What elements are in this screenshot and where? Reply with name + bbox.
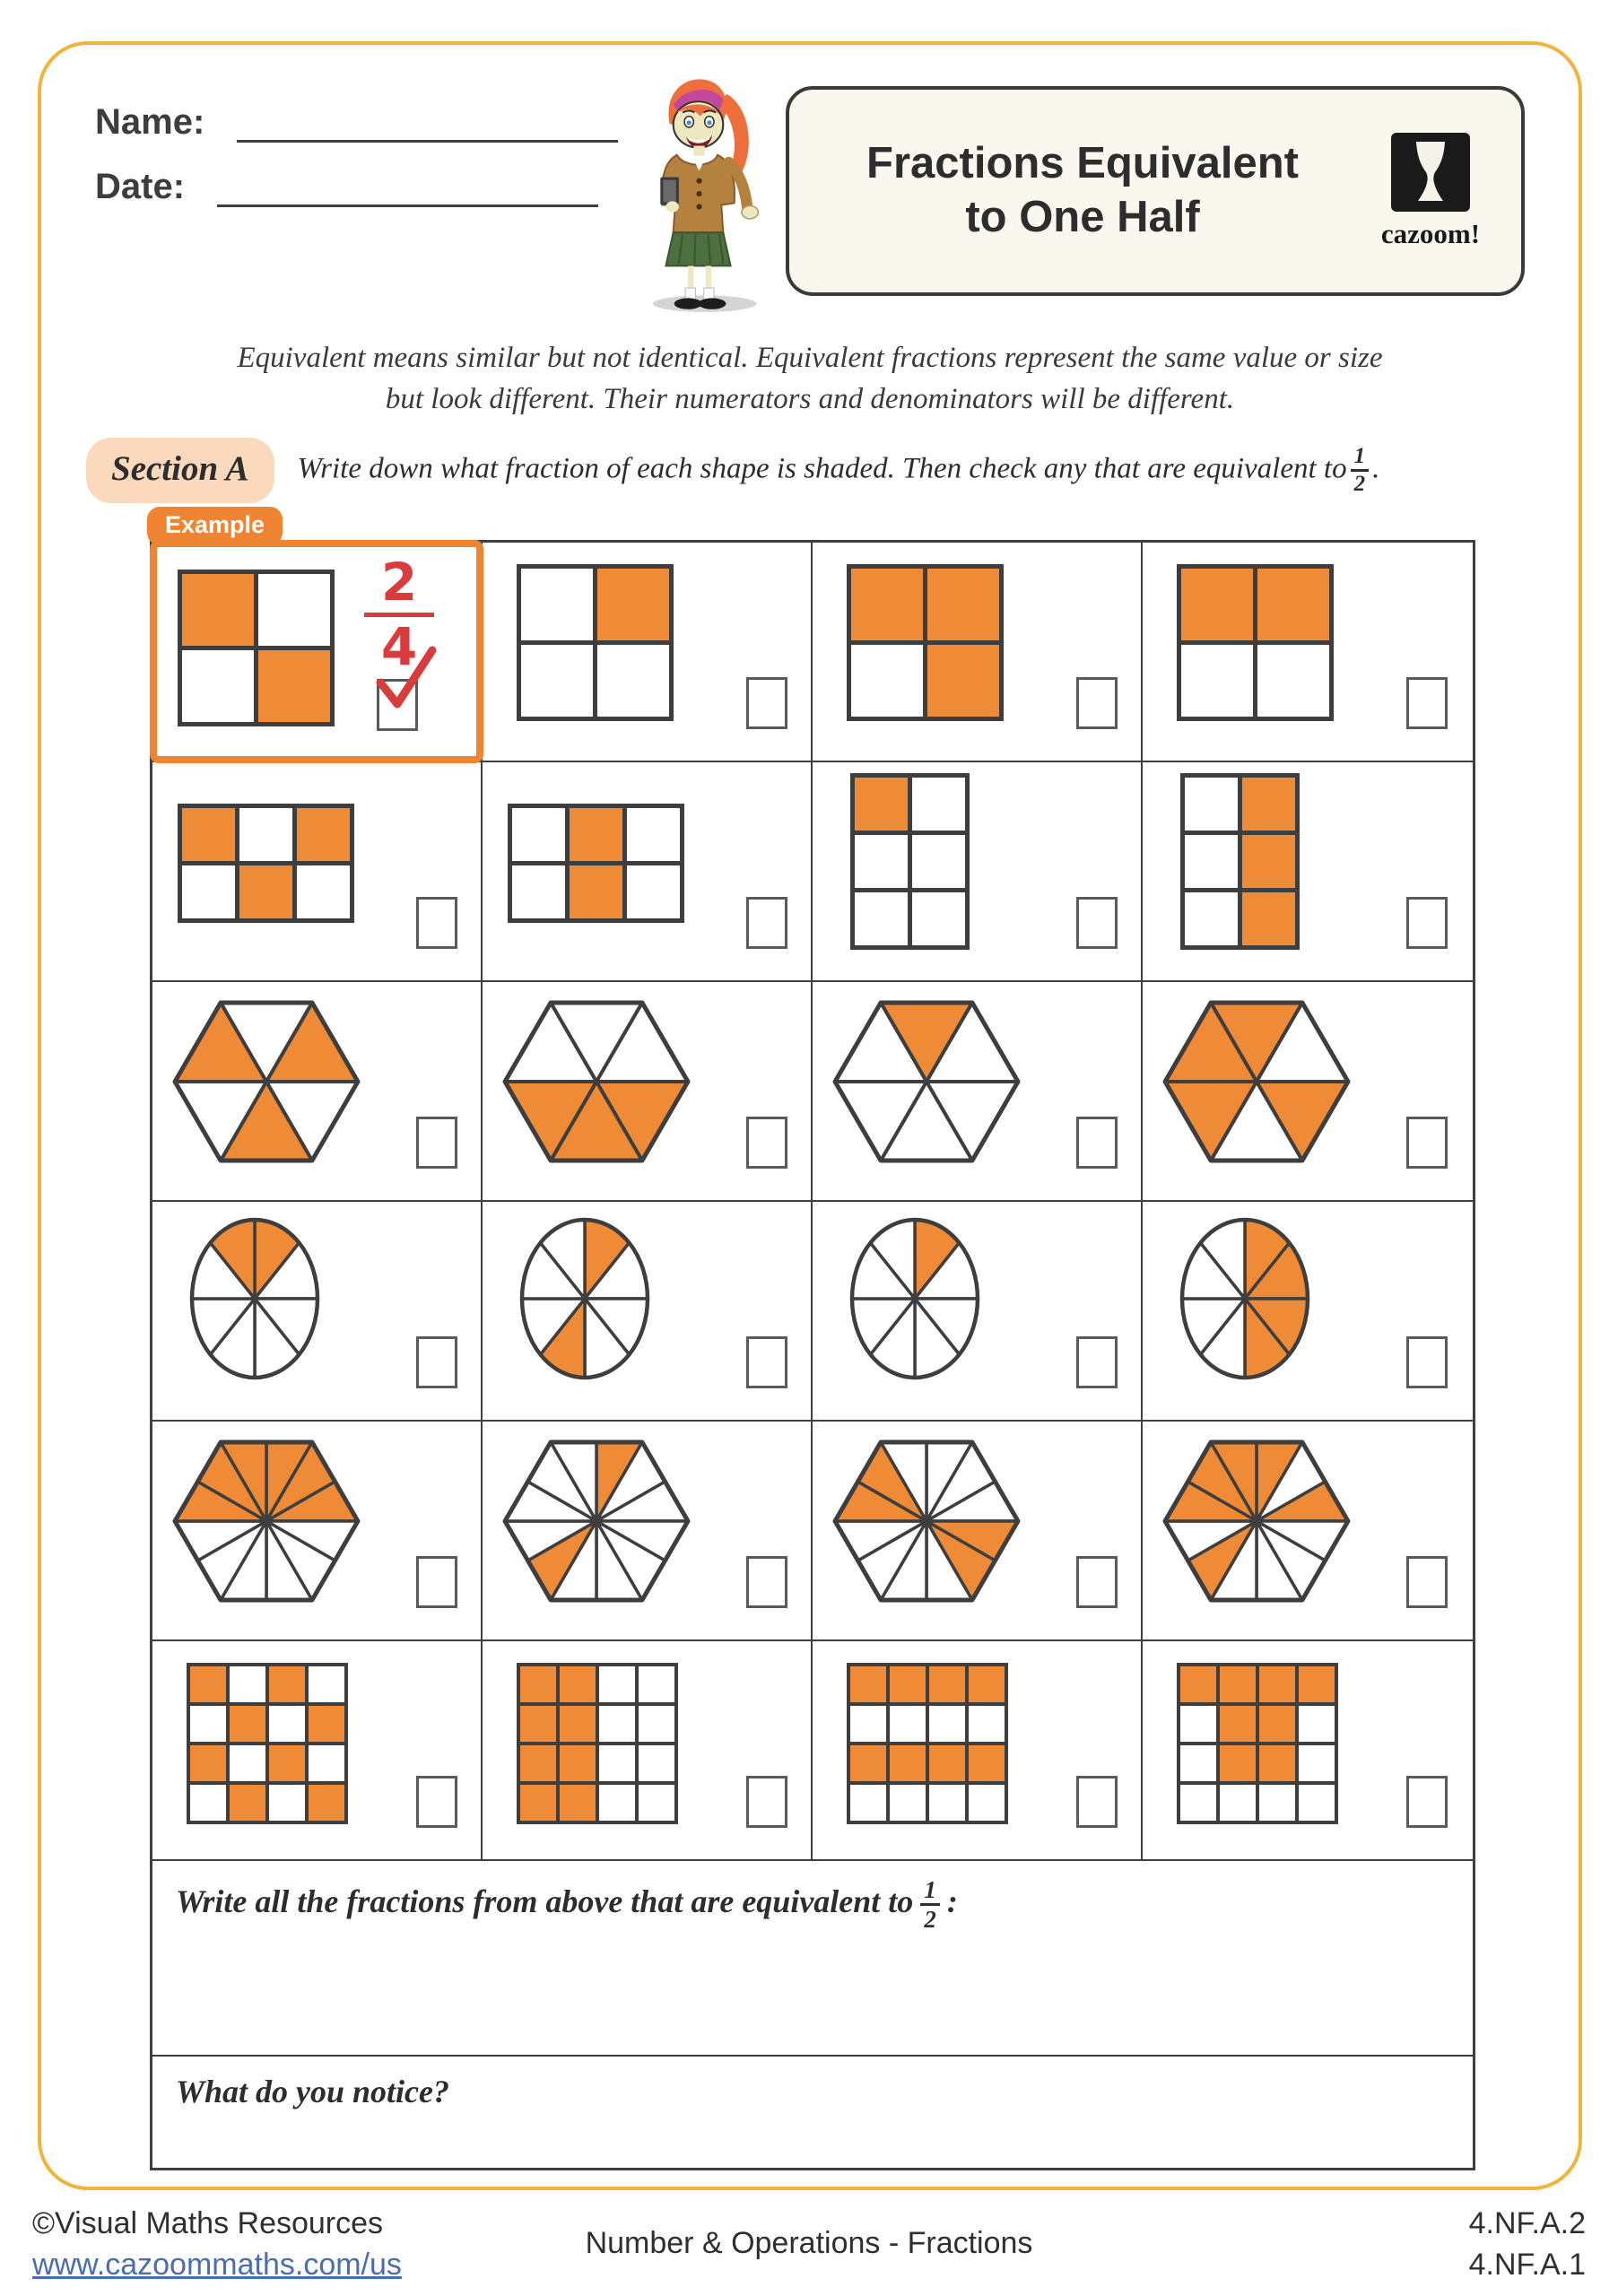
- shape-cell-r2c3: [813, 762, 1143, 982]
- equivalent-checkbox[interactable]: [1406, 897, 1448, 949]
- example-fraction-numerator: 2: [364, 555, 434, 617]
- fraction-shape: [847, 1663, 1008, 1829]
- title-line-1: Fractions Equivalent: [866, 139, 1299, 188]
- cazoom-logo-text: cazoom!: [1380, 217, 1481, 249]
- fraction-shape: [517, 1663, 678, 1829]
- fraction-shape: [1161, 998, 1353, 1170]
- write-fractions-prompt: Write all the fractions from above that are equivalent to: [176, 1883, 914, 1920]
- name-field: [95, 102, 618, 143]
- footer-website-link[interactable]: www.cazoommaths.com/us: [32, 2248, 402, 2282]
- fraction-shape: [850, 773, 970, 954]
- fraction-shape: [1179, 1216, 1311, 1386]
- title-line-2: to One Half: [965, 193, 1200, 241]
- shape-cell-r3c2: [483, 982, 813, 1202]
- fraction-shape: [178, 570, 335, 731]
- equivalent-checkbox[interactable]: [1406, 1776, 1448, 1828]
- page-frame: [38, 41, 1582, 2190]
- fraction-shape: [847, 564, 1004, 726]
- date-input-line[interactable]: [217, 173, 598, 207]
- footer-copyright: ©Visual Maths Resources: [32, 2206, 384, 2240]
- fraction-shape: [831, 998, 1022, 1170]
- date-field: [95, 167, 598, 207]
- equivalent-checkbox[interactable]: [1076, 1776, 1118, 1828]
- equivalent-checkbox[interactable]: [416, 1117, 457, 1169]
- section-a-row: [86, 438, 1552, 503]
- shape-cell-r6c1: [152, 1641, 483, 1861]
- shape-cell-r1c4: [1143, 543, 1473, 762]
- shape-cell-r5c2: [483, 1422, 813, 1641]
- cazoom-logo: [1363, 133, 1498, 250]
- notice-row: [152, 2057, 1473, 2168]
- standard-1: 4.NF.A.2: [1468, 2206, 1586, 2240]
- write-fractions-fraction: $\frac{1}{2}$: [920, 1877, 940, 1933]
- instruction-fraction: $\frac{1}{2}$: [1351, 445, 1370, 497]
- fraction-shape: [1177, 1663, 1338, 1829]
- fraction-shape: [178, 804, 354, 927]
- shape-cell-r2c2: [483, 762, 813, 982]
- shape-cell-r6c4: [1143, 1641, 1473, 1861]
- equivalent-checkbox[interactable]: [746, 897, 787, 949]
- student-girl-clipart: [615, 66, 781, 316]
- example-fraction-denominator: 4: [380, 615, 418, 677]
- fraction-shape: [170, 998, 362, 1170]
- shape-cell-r5c4: [1143, 1422, 1473, 1641]
- footer-topic: Number & Operations - Fractions: [585, 2226, 1033, 2260]
- equivalent-checkbox[interactable]: [1076, 1336, 1118, 1388]
- intro-text: [41, 337, 1579, 420]
- equivalent-checkbox[interactable]: [1076, 897, 1118, 949]
- shape-cell-r3c3: [813, 982, 1143, 1202]
- title-box: [786, 86, 1525, 296]
- equivalent-checkbox[interactable]: [746, 1556, 787, 1608]
- shape-cell-r1c1: [152, 511, 483, 762]
- name-label: Name:: [95, 102, 205, 142]
- notice-prompt: What do you notice?: [176, 2074, 450, 2109]
- shape-cell-r4c1: [152, 1202, 483, 1422]
- shape-cell-r2c1: [152, 762, 483, 982]
- fractions-answer-space[interactable]: [152, 1926, 1473, 2055]
- shape-cell-r6c3: [813, 1641, 1143, 1861]
- shape-cell-r3c4: [1143, 982, 1473, 1202]
- shape-cell-r5c1: [152, 1422, 483, 1641]
- shape-cell-r6c2: [483, 1641, 813, 1861]
- date-label: Date:: [95, 167, 186, 206]
- fraction-shape: [508, 804, 684, 927]
- equivalent-checkbox[interactable]: [1406, 1117, 1448, 1169]
- fraction-shape: [517, 564, 674, 726]
- shape-cells-grid: [152, 511, 1473, 1861]
- shape-cell-r5c3: [813, 1422, 1143, 1641]
- footer-standards: [1469, 2203, 1586, 2285]
- equivalent-checkbox[interactable]: [416, 897, 457, 949]
- equivalent-checkbox[interactable]: [746, 1117, 787, 1169]
- equivalent-checkbox[interactable]: [746, 1776, 787, 1828]
- fraction-shape: [500, 998, 692, 1170]
- fraction-shape: [1177, 564, 1334, 726]
- equivalent-checkbox[interactable]: [1076, 1556, 1118, 1608]
- intro-line-2: but look different. Their numerators and denominators will be different.: [385, 383, 1235, 415]
- section-a-label: Section A: [86, 438, 274, 503]
- shape-cell-r2c4: [1143, 762, 1473, 982]
- shape-cell-r3c1: [152, 982, 483, 1202]
- equivalent-checkbox[interactable]: [1076, 677, 1118, 729]
- fraction-shape: [848, 1216, 981, 1386]
- shape-cell-r1c2: [483, 543, 813, 762]
- fraction-shape: [170, 1438, 362, 1609]
- equivalent-checkbox[interactable]: [416, 1556, 457, 1608]
- shape-cell-r4c2: [483, 1202, 813, 1422]
- fraction-shape: [188, 1216, 321, 1386]
- worksheet-title: [802, 137, 1363, 245]
- example-label: Example: [147, 507, 283, 545]
- standard-2: 4.NF.A.1: [1468, 2248, 1586, 2282]
- fraction-shape: [1161, 1438, 1353, 1609]
- equivalent-checkbox[interactable]: [1406, 677, 1448, 729]
- fraction-shape: [518, 1216, 651, 1386]
- fraction-shape: [187, 1663, 348, 1829]
- equivalent-checkbox[interactable]: [416, 1336, 457, 1388]
- shape-cell-r4c3: [813, 1202, 1143, 1422]
- equivalent-checkbox[interactable]: [746, 1336, 787, 1388]
- intro-line-1: Equivalent means similar but not identical. Equivalent fractions represent the same value or size: [237, 342, 1383, 374]
- equivalent-checkbox[interactable]: [1406, 1556, 1448, 1608]
- equivalent-checkbox[interactable]: [1076, 1117, 1118, 1169]
- cazoom-goblet-icon: [1391, 133, 1470, 212]
- shape-cell-r4c4: [1143, 1202, 1473, 1422]
- shapes-table: [150, 511, 1475, 2170]
- example-checkmark: [368, 639, 443, 715]
- notice-answer-space[interactable]: [152, 2121, 1473, 2168]
- write-fractions-row: Write all the fractions from above that are equivalent to $\frac{1}{2}$ :: [152, 1861, 1473, 2057]
- fraction-shape: [1180, 773, 1300, 954]
- fraction-shape: [831, 1438, 1022, 1609]
- shape-cell-r1c3: [813, 543, 1143, 762]
- equivalent-checkbox[interactable]: [416, 1776, 457, 1828]
- equivalent-checkbox[interactable]: [746, 677, 787, 729]
- fraction-shape: [500, 1438, 692, 1609]
- section-a-instruction: Write down what fraction of each shape is shaded. Then check any that are equivalent to $\frac{1}{2}$ .: [297, 443, 1380, 496]
- name-input-line[interactable]: [237, 109, 618, 143]
- equivalent-checkbox[interactable]: [1406, 1336, 1448, 1388]
